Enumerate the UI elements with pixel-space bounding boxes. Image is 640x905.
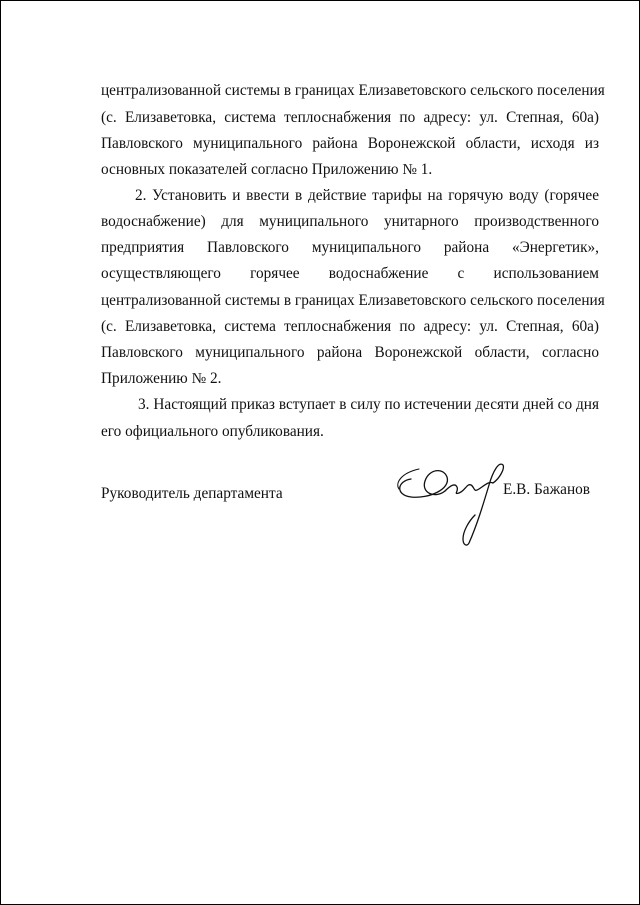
text-line: (с. Елизаветовка, система теплоснабжения по адресу: ул. Степная, 60а) (101, 109, 599, 126)
text-line: осуществляющего горячее водоснабжение с использованием (101, 265, 599, 282)
signer-position: Руководитель департамента (101, 485, 283, 502)
text-line: предприятия Павловского муниципального района «Энергетик», (101, 239, 599, 256)
text-line: (с. Елизаветовка, система теплоснабжения по адресу: ул. Степная, 60а) (101, 318, 599, 335)
signer-name: Е.В. Бажанов (503, 481, 591, 498)
paragraph-2-first-line: 2. Установить и ввести в действие тарифы на горячую воду (горячее (135, 187, 599, 204)
text-line: Приложению № 2. (101, 370, 222, 387)
text-line: Павловского муниципального района Воронежской области, исходя из (101, 135, 599, 152)
text-line: основных показателей согласно Приложению № 1. (101, 161, 433, 178)
text-line: централизованной системы в границах Елизаветовского сельского поселения (101, 82, 605, 99)
handwritten-signature (389, 459, 517, 551)
text-line: централизованной системы в границах Елизаветовского сельского поселения (101, 292, 605, 309)
text-line: его официального опубликования. (101, 423, 324, 440)
text-line: Павловского муниципального района Воронежской области, согласно (101, 344, 599, 361)
text-line: водоснабжение) для муниципального унитарного производственного (101, 213, 599, 230)
paragraph-3-first-line: 3. Настоящий приказ вступает в силу по истечении десяти дней со дня (138, 396, 599, 413)
